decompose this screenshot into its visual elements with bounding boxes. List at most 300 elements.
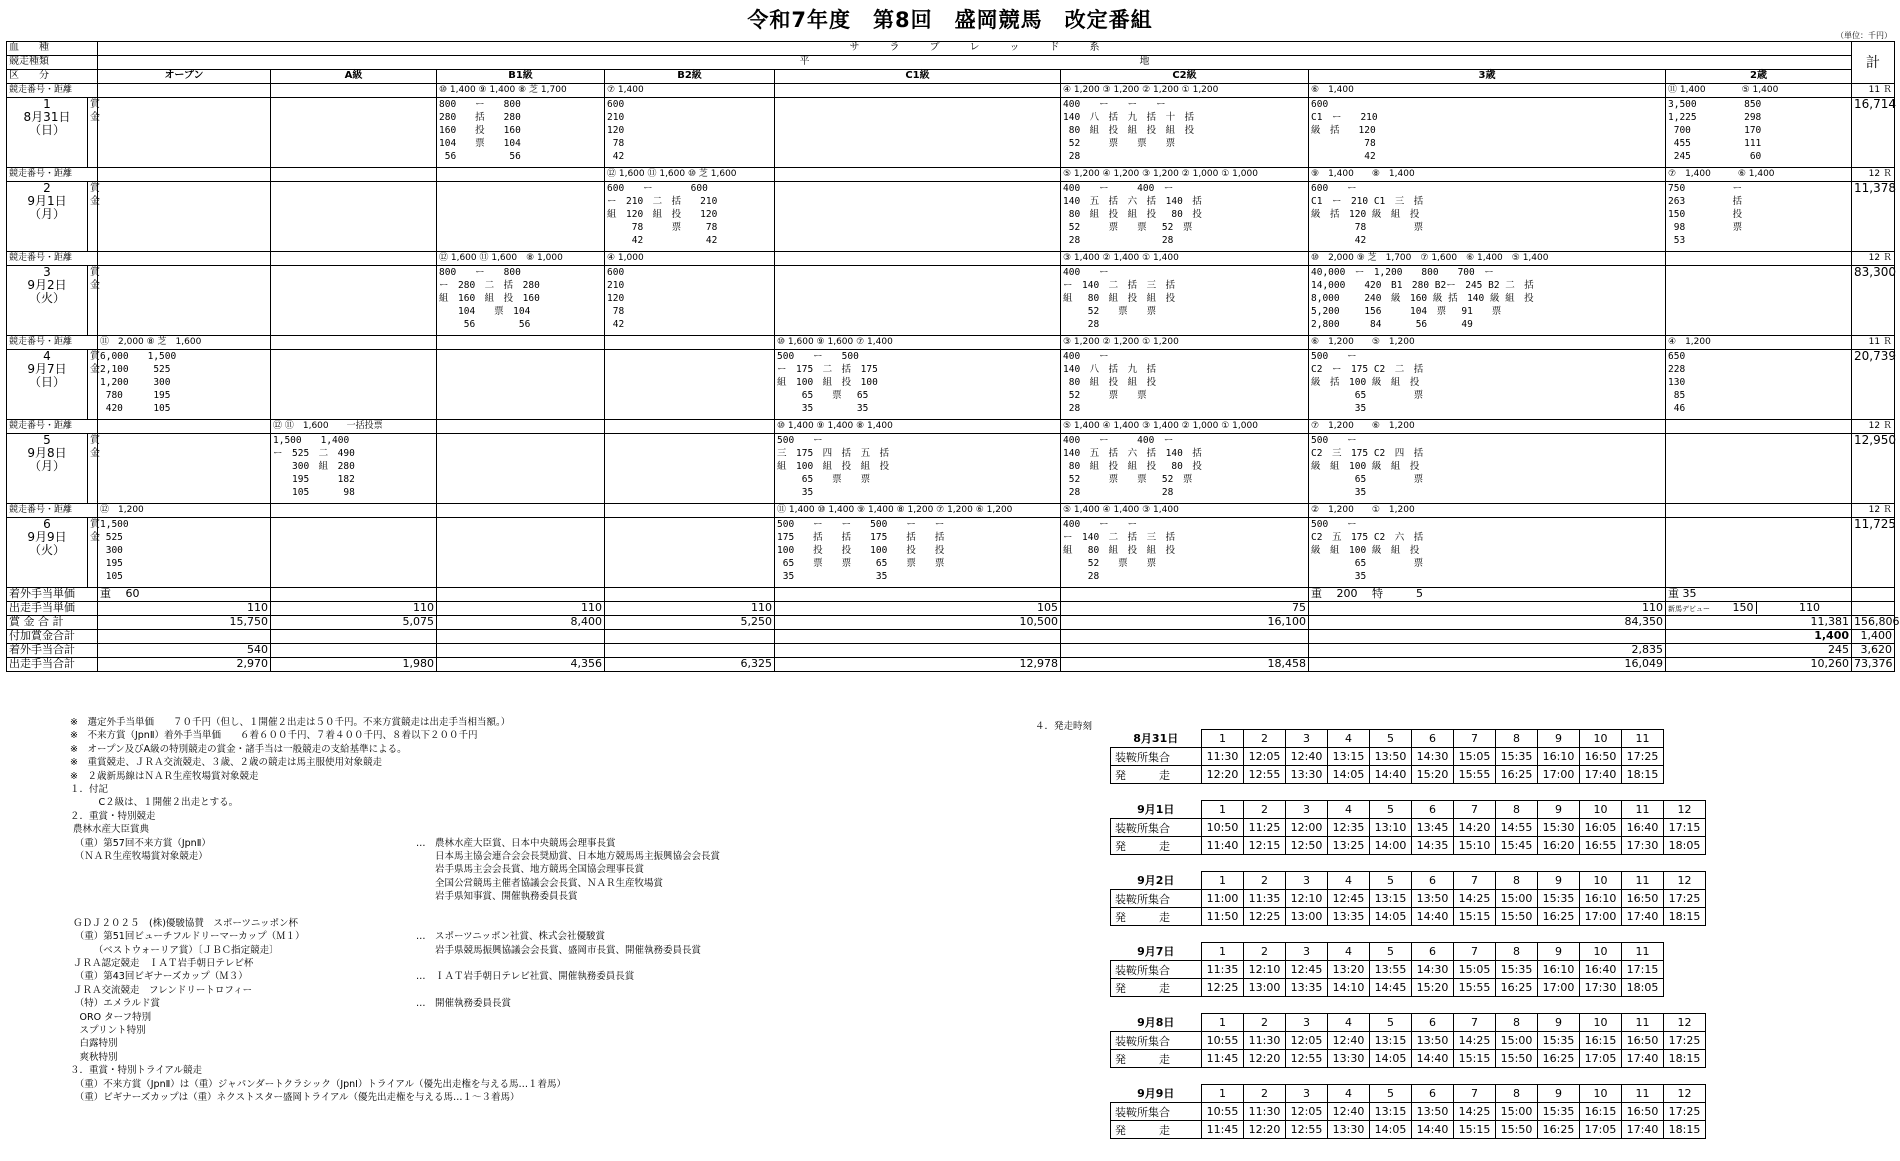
race-number: 6	[1412, 943, 1454, 961]
race-number: 2	[1244, 730, 1286, 748]
schedule-day: 9月7日	[1111, 943, 1202, 961]
race-distance-cell: ⑦ 1,400 ⑥ 1,400	[1666, 168, 1852, 182]
race-number: 4	[1328, 943, 1370, 961]
prize-cell	[437, 518, 605, 588]
note-line: ３．重賞・特別トライアル競走	[70, 1065, 203, 1077]
saddle-time: 17:25	[1664, 890, 1706, 908]
race-number: 2	[1244, 1014, 1286, 1032]
saddle-label: 装鞍所集合	[1111, 748, 1202, 766]
prize-cell	[437, 434, 605, 504]
start-time: 13:25	[1328, 837, 1370, 855]
race-distance-cell	[1666, 420, 1852, 434]
race-number: 6	[1412, 1085, 1454, 1103]
race-number: 11	[1622, 1014, 1664, 1032]
prize-cell: 500 ー ー 500 ー ー 175 括 括 175 括 括 100 投 投 100 投 投 65 票 票 65 票 票 35 35	[775, 518, 1061, 588]
saddle-time: 16:40	[1622, 819, 1664, 837]
race-day: 6 9月9日 （火）	[7, 518, 88, 588]
race-distance-cell: ④ 1,200 ③ 1,200 ② 1,200 ① 1,200	[1061, 84, 1309, 98]
schedule-table	[1110, 1084, 1706, 1139]
prize-cell	[605, 434, 775, 504]
start-label: 発 走	[1111, 766, 1202, 784]
prize-cell: 3,500 850 1,225 298 700 170 455 111 245 60	[1666, 98, 1852, 168]
prize-label: 賞 金	[88, 518, 98, 588]
saddle-time: 13:55	[1370, 961, 1412, 979]
class-a: A級	[271, 70, 437, 84]
start-time: 18:15	[1622, 766, 1664, 784]
race-number: 9	[1538, 801, 1580, 819]
saddle-time: 15:30	[1538, 819, 1580, 837]
saddle-time: 10:50	[1202, 819, 1244, 837]
distance-row-label: 競走番号・距離	[7, 168, 98, 182]
start-time: 16:25	[1496, 766, 1538, 784]
race-number: 10	[1580, 943, 1622, 961]
race-distance-cell	[271, 504, 437, 518]
saddle-time: 13:50	[1412, 1103, 1454, 1121]
race-distance-cell: ⑤ 1,200 ④ 1,200 ③ 1,200 ② 1,000 ① 1,000	[1061, 168, 1309, 182]
saddle-time: 16:05	[1580, 819, 1622, 837]
start-time: 14:05	[1328, 766, 1370, 784]
prize-cell	[605, 518, 775, 588]
saddle-time: 12:45	[1286, 961, 1328, 979]
start-time: 11:45	[1202, 1050, 1244, 1068]
start-label: 発 走	[1111, 1050, 1202, 1068]
race-day: 4 9月7日 （日）	[7, 350, 88, 420]
start-time: 14:40	[1412, 908, 1454, 926]
race-number: 11	[1622, 1085, 1664, 1103]
race-distance-row	[7, 168, 1895, 182]
race-distance-cell: ⑫ 1,600 ⑪ 1,600 ⑩ 芝 1,600	[605, 168, 775, 182]
race-number: 1	[1202, 872, 1244, 890]
saddle-time: 12:10	[1244, 961, 1286, 979]
start-time: 14:35	[1412, 837, 1454, 855]
race-day-row	[7, 182, 1895, 252]
race-distance-cell	[1666, 252, 1852, 266]
schedule-table	[1110, 729, 1664, 784]
saddle-time: 13:20	[1328, 961, 1370, 979]
race-type-value: 平 地	[98, 56, 1852, 70]
start-time: 13:35	[1328, 908, 1370, 926]
saddle-time: 16:50	[1580, 748, 1622, 766]
start-time: 17:00	[1538, 979, 1580, 997]
schedule-table	[1110, 800, 1706, 855]
start-time: 17:40	[1622, 908, 1664, 926]
race-distance-cell	[271, 336, 437, 350]
class-b1: B1級	[437, 70, 605, 84]
race-number: 4	[1328, 1085, 1370, 1103]
race-distance-cell	[271, 168, 437, 182]
schedule-table	[1110, 1013, 1706, 1068]
start-time: 18:15	[1664, 1121, 1706, 1139]
prize-cell	[1666, 434, 1852, 504]
prize-cell: 750 ー 263 括 150 投 98 票 53	[1666, 182, 1852, 252]
note-line: ※ ２歳新馬線はＮＡＲ生産牧場賞対象競走	[70, 770, 259, 782]
note-line: C２級は、１開催２出走とする。	[70, 797, 239, 809]
prize-cell: 1,500 1,400 ー 525 二 490 300 組 280 195 182 105 98	[271, 434, 437, 504]
start-time: 14:00	[1370, 837, 1412, 855]
start-time: 13:30	[1328, 1050, 1370, 1068]
race-number: 8	[1496, 730, 1538, 748]
start-time: 18:15	[1664, 908, 1706, 926]
saddle-time: 13:15	[1328, 748, 1370, 766]
prize-cell	[271, 98, 437, 168]
saddle-time: 12:35	[1328, 819, 1370, 837]
prize-cell	[437, 350, 605, 420]
prize-cell	[271, 266, 437, 336]
prize-cell: 400 ー 400 ー 140 五 括 六 括 140 括 80 組 投 組 投 80 投 52 票 票 52 票 28 28	[1061, 434, 1309, 504]
race-number: 3	[1286, 801, 1328, 819]
race-distance-cell: ⑩ 1,400 ⑨ 1,400 ⑧ 芝 1,700	[437, 84, 605, 98]
prize-label: 賞 金	[88, 98, 98, 168]
total-header: 計	[1852, 42, 1895, 84]
race-distance-row	[7, 252, 1895, 266]
distance-row-label: 競走番号・距離	[7, 84, 98, 98]
prize-cell: 600 ー C1 ー 210 C1 三 括 級 括 120 級 組 投 78 票 42	[1309, 182, 1666, 252]
race-distance-cell	[605, 336, 775, 350]
summary-row-start-total: 出走手当合計 2,970 1,980 4,356 6,325 12,978 18,458 16,049 10,260 73,376	[7, 658, 1895, 672]
saddle-time: 15:35	[1496, 748, 1538, 766]
race-distance-cell	[437, 420, 605, 434]
prize-label: 賞 金	[88, 266, 98, 336]
start-time: 17:05	[1580, 1121, 1622, 1139]
race-number: 8	[1496, 801, 1538, 819]
start-time: 14:05	[1370, 908, 1412, 926]
note-line: （ベストウォーリア賞）〔ＪＢＣ指定競走〕 岩手県競馬振興協議会会長賞、盛岡市長賞、開催執務委員長賞	[70, 944, 702, 956]
race-count: 12 Ｒ	[1852, 168, 1895, 182]
note-line: （重）第43回ビギナーズカップ（Ｍ３） … ＩＡＴ岩手朝日テレビ社賞、開催執務委員長賞	[70, 971, 635, 983]
saddle-time: 11:35	[1202, 961, 1244, 979]
start-time: 14:40	[1412, 1050, 1454, 1068]
saddle-time: 15:35	[1538, 1103, 1580, 1121]
start-time: 13:30	[1328, 1121, 1370, 1139]
race-distance-cell	[605, 420, 775, 434]
race-number: 7	[1454, 801, 1496, 819]
saddle-time: 13:45	[1412, 819, 1454, 837]
saddle-time: 15:05	[1454, 748, 1496, 766]
day-total: 16,714	[1852, 98, 1895, 168]
prize-cell	[775, 266, 1061, 336]
saddle-time: 15:05	[1454, 961, 1496, 979]
start-time: 17:30	[1622, 837, 1664, 855]
race-number: 2	[1244, 872, 1286, 890]
saddle-time: 17:25	[1664, 1032, 1706, 1050]
start-time: 14:40	[1412, 1121, 1454, 1139]
start-label: 発 走	[1111, 908, 1202, 926]
start-time: 12:20	[1202, 766, 1244, 784]
saddle-label: 装鞍所集合	[1111, 890, 1202, 908]
prize-cell	[605, 350, 775, 420]
saddle-time: 16:10	[1538, 961, 1580, 979]
prize-cell: 400 ー 400 ー 140 五 括 六 括 140 括 80 組 投 組 投 80 投 52 票 票 52 票 28 28	[1061, 182, 1309, 252]
race-distance-cell	[1666, 504, 1852, 518]
saddle-time: 11:30	[1244, 1032, 1286, 1050]
start-label: 発 走	[1111, 1121, 1202, 1139]
race-distance-cell	[437, 168, 605, 182]
note-line: ※ オープン及びA級の特別競走の賞金・諸手当は一般競走の支給基準による。	[70, 743, 407, 755]
race-day: 1 8月31日 （日）	[7, 98, 88, 168]
prize-cell	[98, 182, 271, 252]
start-time: 12:55	[1286, 1050, 1328, 1068]
saddle-time: 15:35	[1538, 890, 1580, 908]
distance-row-label: 競走番号・距離	[7, 336, 98, 350]
race-distance-cell: ⑪ 1,400 ⑩ 1,400 ⑨ 1,400 ⑧ 1,200 ⑦ 1,200 ⑥ 1,200	[775, 504, 1061, 518]
race-number: 11	[1622, 801, 1664, 819]
race-number: 9	[1538, 943, 1580, 961]
start-time: 16:25	[1538, 908, 1580, 926]
race-number: 5	[1370, 1085, 1412, 1103]
saddle-time: 12:40	[1286, 748, 1328, 766]
saddle-time: 16:50	[1622, 1032, 1664, 1050]
saddle-time: 14:30	[1412, 748, 1454, 766]
race-day-row	[7, 518, 1895, 588]
start-time: 15:20	[1412, 766, 1454, 784]
header-row-breed	[7, 42, 1895, 56]
race-number: 12	[1664, 872, 1706, 890]
class-b2: B2級	[605, 70, 775, 84]
saddle-time: 16:40	[1580, 961, 1622, 979]
race-number: 1	[1202, 801, 1244, 819]
race-distance-cell	[775, 252, 1061, 266]
race-distance-cell	[98, 252, 271, 266]
race-count: 11 Ｒ	[1852, 336, 1895, 350]
saddle-time: 17:25	[1664, 1103, 1706, 1121]
note-line: 白露特別	[70, 1038, 118, 1050]
race-distance-cell: ② 1,200 ① 1,200	[1309, 504, 1666, 518]
start-unit-2sai: 新馬デビュー 150 110	[1666, 602, 1852, 616]
race-number: 1	[1202, 730, 1244, 748]
saddle-time: 11:30	[1244, 1103, 1286, 1121]
start-time: 15:20	[1412, 979, 1454, 997]
unit-note: （単位：千円）	[1836, 31, 1892, 40]
start-time: 14:40	[1370, 766, 1412, 784]
race-number: 7	[1454, 943, 1496, 961]
saddle-time: 14:20	[1454, 819, 1496, 837]
race-day-row	[7, 98, 1895, 168]
breed-label: 血 種	[7, 42, 98, 56]
race-distance-cell: ⑨ 1,400 ⑧ 1,400	[1309, 168, 1666, 182]
prize-cell	[271, 350, 437, 420]
race-number: 1	[1202, 1085, 1244, 1103]
class-c2: C2級	[1061, 70, 1309, 84]
race-distance-cell: ⑤ 1,400 ④ 1,400 ③ 1,400	[1061, 504, 1309, 518]
saddle-time: 16:50	[1622, 890, 1664, 908]
breed-value: サ ラ ブ レ ッ ド 系	[98, 42, 1852, 56]
start-time: 17:40	[1622, 1121, 1664, 1139]
saddle-time: 12:05	[1286, 1103, 1328, 1121]
page-title: 令和7年度 第8回 盛岡競馬 改定番組	[747, 8, 1153, 32]
schedule-table	[1110, 871, 1706, 926]
race-number: 12	[1664, 1014, 1706, 1032]
prize-cell: 400 ー ー ー 140 二 括 三 括 組 80 組 投 組 投 52 票 票 28	[1061, 518, 1309, 588]
start-time: 12:15	[1244, 837, 1286, 855]
prize-cell: 600 ー 600 ー 210 二 括 210 組 120 組 投 120 78 票 78 42 42	[605, 182, 775, 252]
race-number: 6	[1412, 801, 1454, 819]
note-line: 爽秋特別	[70, 1051, 118, 1063]
race-distance-cell: ④ 1,000	[605, 252, 775, 266]
prize-label: 賞 金	[88, 350, 98, 420]
saddle-time: 12:05	[1244, 748, 1286, 766]
schedule-day: 8月31日	[1111, 730, 1202, 748]
race-distance-cell: ⑩ 1,400 ⑨ 1,400 ⑧ 1,400	[775, 420, 1061, 434]
note-line: （特）エメラルド賞 … 開催執務委員長賞	[70, 998, 512, 1010]
start-time: 14:10	[1328, 979, 1370, 997]
start-label: 発 走	[1111, 979, 1202, 997]
start-time: 15:50	[1496, 908, 1538, 926]
race-number: 2	[1244, 943, 1286, 961]
start-time: 13:00	[1244, 979, 1286, 997]
prize-cell	[98, 98, 271, 168]
race-distance-cell	[271, 84, 437, 98]
prize-cell: 500 ー C2 ー 175 C2 二 括 級 括 100 級 組 投 65 票 35	[1309, 350, 1666, 420]
prize-cell: 600 210 120 78 42	[605, 98, 775, 168]
saddle-time: 11:30	[1202, 748, 1244, 766]
race-distance-row	[7, 504, 1895, 518]
day-total: 20,739	[1852, 350, 1895, 420]
prize-cell: 400 ー ー ー 140 八 括 九 括 十 括 80 組 投 組 投 組 投 52 票 票 票 28	[1061, 98, 1309, 168]
note-line: 岩手県知事賞、開催執務委員長賞	[416, 891, 578, 903]
start-time: 12:25	[1244, 908, 1286, 926]
placement-3sai: 重 200 特 5	[1309, 588, 1666, 602]
saddle-time: 13:50	[1412, 890, 1454, 908]
prize-cell: 800 ー 800 280 括 280 160 投 160 104 票 104 56 56	[437, 98, 605, 168]
prize-cell: 500 ー 三 175 四 括 五 括 組 100 組 投 組 投 65 票 票 35	[775, 434, 1061, 504]
race-number: 11	[1622, 730, 1664, 748]
saddle-time: 12:00	[1286, 819, 1328, 837]
start-time: 18:05	[1664, 837, 1706, 855]
summary-row-start-unit: 出走手当単価 110 110 110 110 105 75 110 新馬デビュー 150 110	[7, 602, 1895, 616]
saddle-time: 10:55	[1202, 1032, 1244, 1050]
schedule-day: 9月2日	[1111, 872, 1202, 890]
saddle-time: 10:55	[1202, 1103, 1244, 1121]
note-line: （重）第51回ビューチフルドリーマーカップ（Ｍ１） … スポーツニッポン社賞、株式会社優駿賞	[70, 931, 606, 943]
race-number: 9	[1538, 730, 1580, 748]
race-number: 8	[1496, 1014, 1538, 1032]
saddle-time: 16:50	[1622, 1103, 1664, 1121]
race-distance-cell	[98, 168, 271, 182]
saddle-time: 12:40	[1328, 1032, 1370, 1050]
race-number: 3	[1286, 730, 1328, 748]
prize-cell	[271, 182, 437, 252]
note-line: （重）ビギナーズカップは（重）ネクストスター盛岡トライアル（優先出走権を与える馬…１～３着馬）	[70, 1091, 520, 1103]
saddle-time: 17:25	[1622, 748, 1664, 766]
race-number: 9	[1538, 1085, 1580, 1103]
race-number: 12	[1664, 801, 1706, 819]
start-time: 16:25	[1538, 1121, 1580, 1139]
race-program-table	[6, 41, 1900, 672]
start-time: 18:05	[1622, 979, 1664, 997]
saddle-time: 16:15	[1580, 1032, 1622, 1050]
saddle-time: 16:10	[1538, 748, 1580, 766]
note-line: スプリント特別	[70, 1024, 146, 1036]
prize-label: 賞 金	[88, 434, 98, 504]
race-day-row	[7, 266, 1895, 336]
prize-cell	[271, 518, 437, 588]
saddle-time: 11:35	[1244, 890, 1286, 908]
race-distance-cell: ⑫ 1,600 ⑪ 1,600 ⑧ 1,000	[437, 252, 605, 266]
race-number: 4	[1328, 801, 1370, 819]
race-number: 3	[1286, 1014, 1328, 1032]
race-number: 4	[1328, 1014, 1370, 1032]
note-line: （重）不来方賞（JpnⅡ）は（重）ジャパンダートクラシック（JpnⅠ）トライアル（優先出走権を与える馬…１着馬）	[70, 1078, 567, 1090]
race-distance-cell	[775, 84, 1061, 98]
saddle-time: 12:40	[1328, 1103, 1370, 1121]
saddle-time: 12:10	[1286, 890, 1328, 908]
race-number: 10	[1580, 1014, 1622, 1032]
summary-row-placement-total: 着外手当合計 540 2,835 245 3,620	[7, 644, 1895, 658]
note-line: ※ 重賞競走、ＪＲＡ交流競走、３歳、２歳の競走は馬主服使用対象競走	[70, 757, 382, 769]
start-time: 13:35	[1286, 979, 1328, 997]
start-time: 15:55	[1454, 979, 1496, 997]
saddle-time: 14:30	[1412, 961, 1454, 979]
race-distance-cell	[437, 504, 605, 518]
start-time: 16:25	[1538, 1050, 1580, 1068]
prize-cell: 6,000 1,500 2,100 525 1,200 300 780 195 420 105	[98, 350, 271, 420]
prize-cell: 600 210 120 78 42	[605, 266, 775, 336]
note-line: ２．重賞・特別競走	[70, 810, 156, 822]
race-count: 11 Ｒ	[1852, 84, 1895, 98]
day-total: 11,378	[1852, 182, 1895, 252]
note-line: 農林水産大臣賞典	[70, 824, 150, 836]
prize-label: 賞 金	[88, 182, 98, 252]
race-number: 8	[1496, 872, 1538, 890]
note-line	[70, 903, 1030, 916]
race-distance-cell: ⑤ 1,400 ④ 1,400 ③ 1,400 ② 1,000 ① 1,000	[1061, 420, 1309, 434]
distance-row-label: 競走番号・距離	[7, 252, 98, 266]
race-count: 12 Ｒ	[1852, 420, 1895, 434]
race-number: 1	[1202, 943, 1244, 961]
saddle-time: 15:00	[1496, 1032, 1538, 1050]
saddle-time: 15:35	[1496, 961, 1538, 979]
race-number: 5	[1370, 1014, 1412, 1032]
saddle-time: 14:25	[1454, 1032, 1496, 1050]
header-row-type	[7, 56, 1895, 70]
start-time: 12:55	[1286, 1121, 1328, 1139]
race-day-row	[7, 434, 1895, 504]
race-distance-cell: ⑥ 1,200 ⑤ 1,200	[1309, 336, 1666, 350]
prize-cell: 40,000 ー 1,200 800 700 ー 14,000 420 B1 280 B2ー 245 B2 二 括 8,000 240 級 160 級 括 140 級 組 投 5,200 156 104 票 91 票 2,800 84 56 49	[1309, 266, 1666, 336]
start-time: 15:45	[1496, 837, 1538, 855]
prize-cell: 500 ー C2 五 175 C2 六 括 級 組 100 級 組 投 65 票 35	[1309, 518, 1666, 588]
start-time: 15:10	[1454, 837, 1496, 855]
start-time: 12:55	[1244, 766, 1286, 784]
prize-cell	[98, 434, 271, 504]
race-number: 5	[1370, 872, 1412, 890]
prize-cell	[437, 182, 605, 252]
race-number: 2	[1244, 1085, 1286, 1103]
saddle-label: 装鞍所集合	[1111, 1032, 1202, 1050]
race-distance-cell: ⑦ 1,200 ⑥ 1,200	[1309, 420, 1666, 434]
saddle-label: 装鞍所集合	[1111, 819, 1202, 837]
saddle-time: 17:15	[1622, 961, 1664, 979]
day-total: 12,950	[1852, 434, 1895, 504]
race-day-row	[7, 350, 1895, 420]
start-time: 14:45	[1370, 979, 1412, 997]
prize-cell: 500 ー 500 ー 175 二 括 175 組 100 組 投 100 65 票 65 35 35	[775, 350, 1061, 420]
day-total: 11,725	[1852, 518, 1895, 588]
saddle-time: 13:15	[1370, 890, 1412, 908]
start-time: 17:30	[1580, 979, 1622, 997]
note-line: ※ 選定外手当単価 ７０千円（但し、１開催２出走は５０千円。不来方賞競走は出走手当相当額。）	[70, 717, 511, 728]
race-distance-cell: ⑥ 1,400	[1309, 84, 1666, 98]
prize-cell: 500 ー C2 三 175 C2 四 括 級 組 100 級 組 投 65 票 35	[1309, 434, 1666, 504]
race-number: 12	[1664, 1085, 1706, 1103]
note-line: ＧＤＪ２０２５ (株)優駿協賛 スポーツニッポン杯	[70, 917, 298, 929]
race-number: 3	[1286, 943, 1328, 961]
start-time: 12:20	[1244, 1050, 1286, 1068]
race-distance-cell: ⑫ 1,200	[98, 504, 271, 518]
saddle-label: 装鞍所集合	[1111, 1103, 1202, 1121]
saddle-time: 15:35	[1538, 1032, 1580, 1050]
start-time: 17:40	[1580, 766, 1622, 784]
